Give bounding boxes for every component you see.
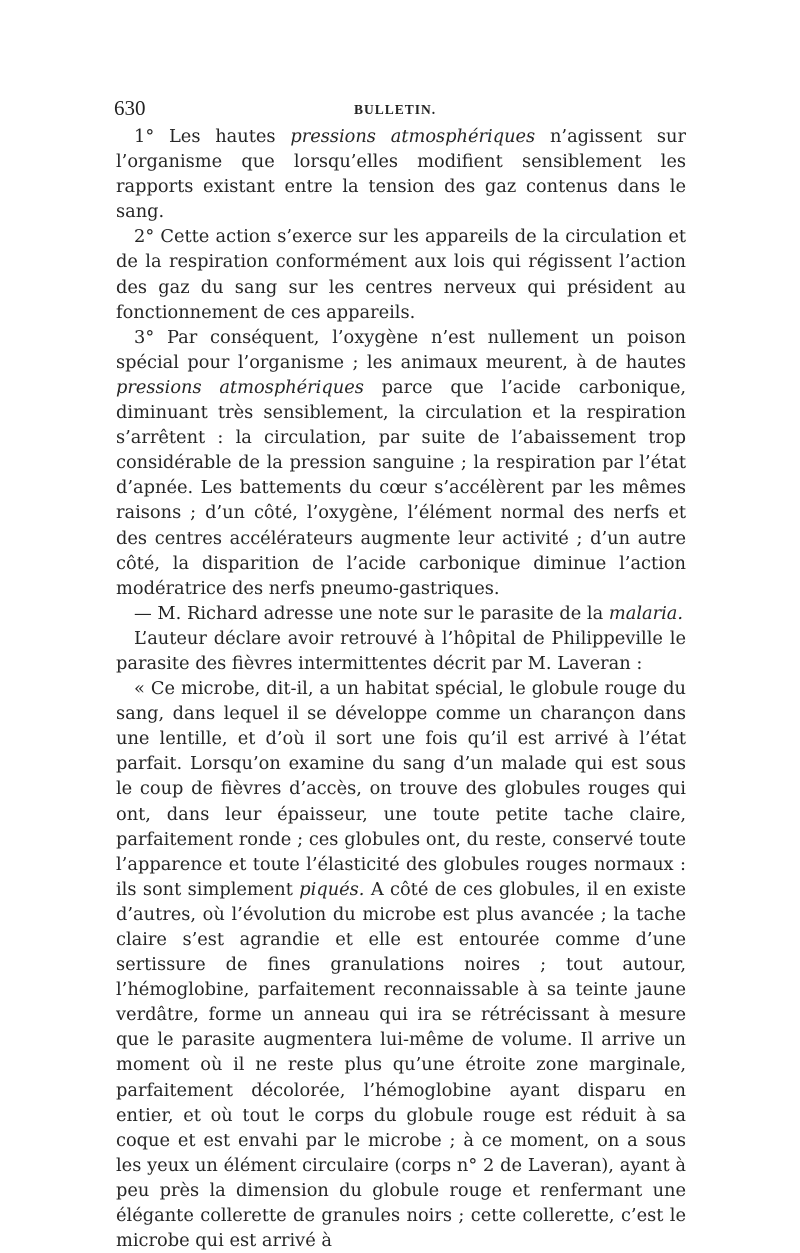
paragraph-6: « Ce microbe, dit-il, a un habitat spécial, le globule rouge du sang, dans lequel il se développe comme un charançon dans une lentille, et d’où il sort une fois qu’il est arrivé à l’état parfait. Lorsqu’on examine du sang d’un malade qui est sous le coup de fièvres d’accès, on trouve des globules rouges qui ont, dans leur épaisseur, une toute petite tache claire, parfaitement ronde ; ces globules ont, du reste, conservé toute l’apparence et toute l’élasticité des globules rouges normaux : ils sont simplement piqués. A côté de ces globules, il en existe d’autres, où l’évolution du microbe est plus avancée ; la tache claire s’est agrandie et elle est entourée comme d’une sertissure de fines granulations noires ; tout autour, l’hémoglobine, parfaitement reconnaissable à sa teinte jaune verdâtre, forme un anneau qui ira se rétrécissant à mesure que le parasite augmentera lui-même de volume. Il arrive un moment où il ne reste plus qu’une étroite zone marginale, parfaitement décolorée, l’hémoglobine ayant disparu en entier, et où tout le corps du globule rouge est réduit à sa coque et est envahi par le microbe ; à ce moment, on a sous les yeux un élément circulaire (corps n° 2 de Laveran), ayant à peu près la dimension du globule rouge et renfermant une élégante collerette de granules noirs ; cette collerette, c’est le microbe qui est arrivé à — [116, 678, 686, 1252]
paragraph-1: 1° Les hautes pressions atmosphériques n’agissent sur l’organisme que lorsqu’elles modifient sensiblement les rapports existant entre la tension des gaz contenus dans le sang. — [116, 126, 686, 223]
body-text — [116, 124, 686, 1253]
page-number: 630 — [114, 96, 146, 120]
emphasis: pressions atmosphériques — [116, 376, 364, 398]
page-header — [114, 96, 686, 126]
emphasis: pressions atmosphériques — [290, 126, 536, 147]
emphasis: malaria. — [608, 602, 684, 624]
paragraph-4: — M. Richard adresse une note sur le parasite de la malaria. — [134, 602, 684, 624]
running-title: BULLETIN. — [354, 102, 437, 117]
paragraph-3: 3° Par conséquent, l’oxygène n’est nullement un poison spécial pour l’organisme ; les animaux meurent, à de hautes pressions atmosphériques parce que l’acide carbonique, diminuant très sensiblement, la circulation et la respiration s’arrêtent : la circulation, par suite de l’abaissement trop considérable de la pression sanguine ; la respiration par l’état d’apnée. Les battements du cœur s’accélèrent par les mêmes raisons ; d’un côté, l’oxygène, l’élément normal des nerfs et des centres accélérateurs augmente leur activité ; d’un autre côté, la disparition de l’acide carbonique diminue l’action modératrice des nerfs pneumo-gastriques. — [116, 326, 687, 599]
emphasis: piqués. — [299, 878, 365, 900]
paragraph-2: 2° Cette action s’exerce sur les appareils de la circulation et de la respiration conformément aux lois qui régissent l’action des gaz du sang sur les centres nerveux qui président au fonctionnement de ces appareils. — [116, 226, 686, 323]
paragraph-5: L’auteur déclare avoir retrouvé à l’hôpital de Philippeville le parasite des fièvres intermittentes décrit par M. Laveran : — [116, 627, 686, 674]
